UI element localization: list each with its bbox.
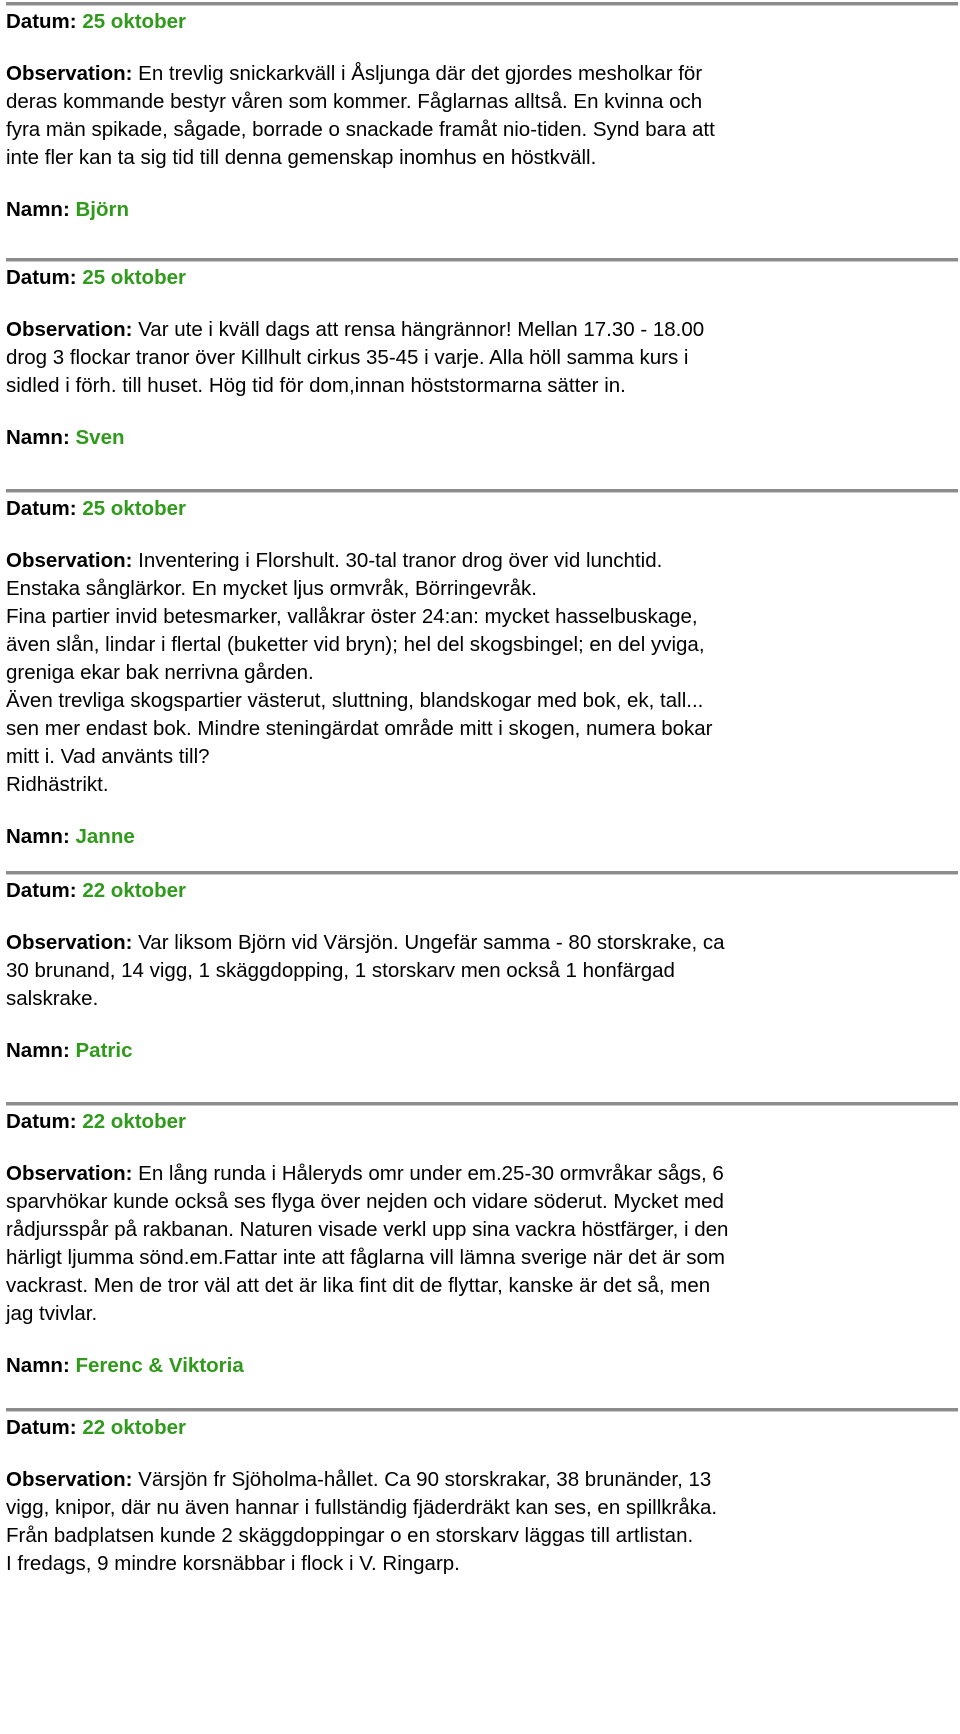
observation-line [6,1550,946,1578]
observation-line [6,547,946,575]
observation-line-text: fyra män spikade, sågade, borrade o snackade framåt nio-tiden. Synd bara att [6,118,715,141]
observation-line [6,1300,946,1328]
observation-line-text: jag tvivlar. [6,1302,98,1325]
observation-label: Observation: [6,318,133,341]
observation-line-text: 30 brunand, 14 vigg, 1 skäggdopping, 1 storskarv men också 1 honfärgad [6,959,675,982]
datum-line [6,264,186,292]
namn-value: Björn [75,198,130,221]
namn-value: Patric [75,1039,133,1062]
observation-line [6,575,946,603]
observation-text [6,547,946,799]
namn-label: Namn: [6,1354,70,1377]
observation-line-text: sparvhökar kunde också ses flyga över nejden och vidare söderut. Mycket med [6,1190,724,1213]
observation-label: Observation: [6,1468,133,1491]
observation-line [6,929,946,957]
namn-label: Namn: [6,825,70,848]
observation-line-text: härligt ljumma sönd.em.Fattar inte att fåglarna vill lämna sverige när det är som [6,1246,725,1269]
observation-line-text: sidled i förh. till huset. Hög tid för dom,innan höststormarna sätter in. [6,374,626,397]
observation-line-text: greniga ekar bak nerrivna gården. [6,661,314,684]
observation-text [6,316,946,400]
namn-label: Namn: [6,198,70,221]
datum-value: 22 oktober [82,1416,186,1439]
divider [6,258,958,262]
observation-line-text: I fredags, 9 mindre korsnäbbar i flock i V. Ringarp. [6,1552,460,1575]
observation-line [6,344,946,372]
datum-label: Datum: [6,266,77,289]
observation-line-text: rådjursspår på rakbanan. Naturen visade verkl upp sina vackra höstfärger, i den [6,1218,729,1241]
observation-line-text: även slån, lindar i flertal (buketter vid bryn); hel del skogsbingel; en del yviga, [6,633,705,656]
observation-line [6,60,946,88]
namn-label: Namn: [6,426,70,449]
observation-line-text: sen mer endast bok. Mindre steningärdat område mitt i skogen, numera bokar [6,717,713,740]
observation-line-text: Värsjön fr Sjöholma-hållet. Ca 90 storskrakar, 38 brunänder, 13 [138,1468,712,1491]
observation-line [6,316,946,344]
datum-label: Datum: [6,1416,77,1439]
observation-line-text: deras kommande bestyr våren som kommer. Fåglarnas alltså. En kvinna och [6,90,703,113]
observation-line [6,631,946,659]
observation-line-text: vackrast. Men de tror väl att det är lika fint dit de flyttar, kanske är det så, men [6,1274,711,1297]
namn-label: Namn: [6,1039,70,1062]
namn-line [6,1352,244,1380]
observation-line-text: Även trevliga skogspartier västerut, sluttning, blandskogar med bok, ek, tall... [6,689,704,712]
observation-line-text: Enstaka sånglärkor. En mycket ljus ormvråk, Börringevråk. [6,577,537,600]
divider [6,489,958,493]
datum-line [6,8,186,36]
observation-text [6,1466,946,1578]
observation-line [6,687,946,715]
observation-line [6,957,946,985]
divider [6,1408,958,1412]
observation-line-text: Var liksom Björn vid Värsjön. Ungefär samma - 80 storskrake, ca [138,931,725,954]
observation-line-text: inte fler kan ta sig tid till denna gemenskap inomhus en höstkväll. [6,146,597,169]
observation-line [6,715,946,743]
observation-line [6,1494,946,1522]
observation-line-text: Från badplatsen kunde 2 skäggdoppingar o en storskarv läggas till artlistan. [6,1524,694,1547]
divider [6,2,958,6]
datum-line [6,1108,186,1136]
namn-value: Ferenc & Viktoria [75,1354,244,1377]
observation-line [6,1216,946,1244]
datum-value: 22 oktober [82,1110,186,1133]
observation-line [6,144,946,172]
datum-line [6,1414,186,1442]
divider [6,871,958,875]
namn-line [6,196,129,224]
namn-value: Janne [75,825,135,848]
observation-line [6,116,946,144]
observation-line-text: En trevlig snickarkväll i Åsljunga där det gjordes mesholkar för [138,62,703,85]
namn-value: Sven [75,426,125,449]
observation-line [6,985,946,1013]
divider [6,1102,958,1106]
datum-label: Datum: [6,879,77,902]
observation-text [6,60,946,172]
observation-label: Observation: [6,931,133,954]
datum-value: 25 oktober [82,266,186,289]
observation-line-text: Var ute i kväll dags att rensa hängrännor! Mellan 17.30 - 18.00 [138,318,705,341]
datum-label: Datum: [6,1110,77,1133]
observation-line [6,1522,946,1550]
observation-line [6,1244,946,1272]
observation-line [6,372,946,400]
namn-line [6,424,125,452]
observation-line [6,743,946,771]
observation-line [6,1466,946,1494]
observation-line-text: Ridhästrikt. [6,773,109,796]
observation-label: Observation: [6,62,133,85]
observation-label: Observation: [6,1162,133,1185]
observation-line-text: vigg, knipor, där nu även hannar i fullständig fjäderdräkt kan ses, en spillkråka. [6,1496,718,1519]
observation-line [6,1188,946,1216]
observation-line-text: mitt i. Vad använts till? [6,745,210,768]
datum-label: Datum: [6,10,77,33]
observation-line [6,1272,946,1300]
observation-line [6,659,946,687]
datum-label: Datum: [6,497,77,520]
observation-line [6,771,946,799]
observation-line-text: Fina partier invid betesmarker, vallåkrar öster 24:an: mycket hasselbuskage, [6,605,698,628]
observation-line [6,88,946,116]
observation-line [6,603,946,631]
observation-line-text: En lång runda i Håleryds omr under em.25-30 ormvråkar sågs, 6 [138,1162,724,1185]
datum-value: 22 oktober [82,879,186,902]
datum-value: 25 oktober [82,497,186,520]
observation-label: Observation: [6,549,133,572]
observation-text [6,1160,946,1328]
datum-line [6,877,186,905]
datum-line [6,495,186,523]
observation-line [6,1160,946,1188]
datum-value: 25 oktober [82,10,186,33]
observation-line-text: drog 3 flockar tranor över Killhult cirkus 35-45 i varje. Alla höll samma kurs i [6,346,689,369]
namn-line [6,823,135,851]
observation-line-text: salskrake. [6,987,99,1010]
observation-line-text: Inventering i Florshult. 30-tal tranor drog över vid lunchtid. [138,549,663,572]
observation-text [6,929,946,1013]
namn-line [6,1037,132,1065]
